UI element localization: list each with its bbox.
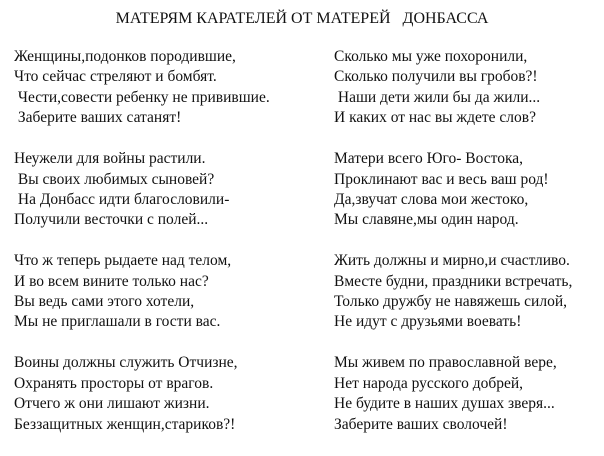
stanza [14,353,270,435]
poem-line: Жить должны и мирно,и счастливо. [334,252,570,270]
stanza [14,149,270,231]
poem-line: Наши дети жили бы да жили... [334,88,541,106]
poem-line: И каких от нас вы ждете слов? [334,109,536,127]
poem-line: Матери всего Юго- Востока, [334,150,524,168]
poem-line: Вы своих любимых сыновей? [14,170,215,188]
stanza [334,353,572,435]
poem-line: Неужели для войны растили. [14,150,206,168]
poem-line: Только дружбу не навяжешь силой, [334,293,567,311]
poem-line: Заберите ваших сволочей! [334,415,508,433]
poem-line: Что ж теперь рыдаете над телом, [14,252,232,270]
poem-line: Заберите ваших сатанят! [14,109,182,127]
poem-line: Сколько мы уже похоронили, [334,48,528,65]
poem-line: Нет народа русского добрей, [334,374,524,392]
stanza [14,251,270,333]
poem-line: Воины должны служить Отчизне, [14,354,238,372]
poem-line: Вы ведь сами этого хотели, [14,293,195,311]
poem-line: Не идут с друзьями воевать! [334,313,522,331]
poem-line: Беззащитных женщин,стариков?! [14,415,236,433]
stanza [14,47,270,129]
stanza [334,149,572,231]
poem-line: На Донбасс идти благословили- [14,190,230,208]
left-column [14,47,270,456]
poem-line: Не будите в наших душах зверя... [334,395,555,413]
poem-line: Отчего ж они лишают жизни. [14,395,210,413]
poem-line: Мы не приглашали в гости вас. [14,313,221,331]
poem-line: И во всем вините только нас? [14,272,209,290]
poem-line: Женщины,подонков породившие, [14,48,236,65]
poem-line: Проклинают вас и весь ваш род! [334,170,549,188]
stanza [334,47,572,129]
poem-line: Мы живем по православной вере, [334,354,557,372]
poem-line: Мы славяне,мы один народ. [334,211,519,229]
poem-title: МАТЕРЯМ КАРАТЕЛЕЙ ОТ МАТЕРЕЙ ДОНБАССА [115,10,489,27]
poem-line: Чести,совести ребенку не привившие. [14,88,270,106]
right-column [334,47,572,456]
stanza [334,251,572,333]
poem-line: Получили весточки с полей... [14,211,209,229]
poem-line: Сколько получили вы гробов?! [334,68,538,86]
poem-line: Да,звучат слова мои жестоко, [334,190,529,208]
poem-line: Что сейчас стреляют и бомбят. [14,68,217,86]
poem-line: Вместе будни, праздники встречать, [334,272,573,290]
poem-line: Охранять просторы от врагов. [14,374,214,392]
